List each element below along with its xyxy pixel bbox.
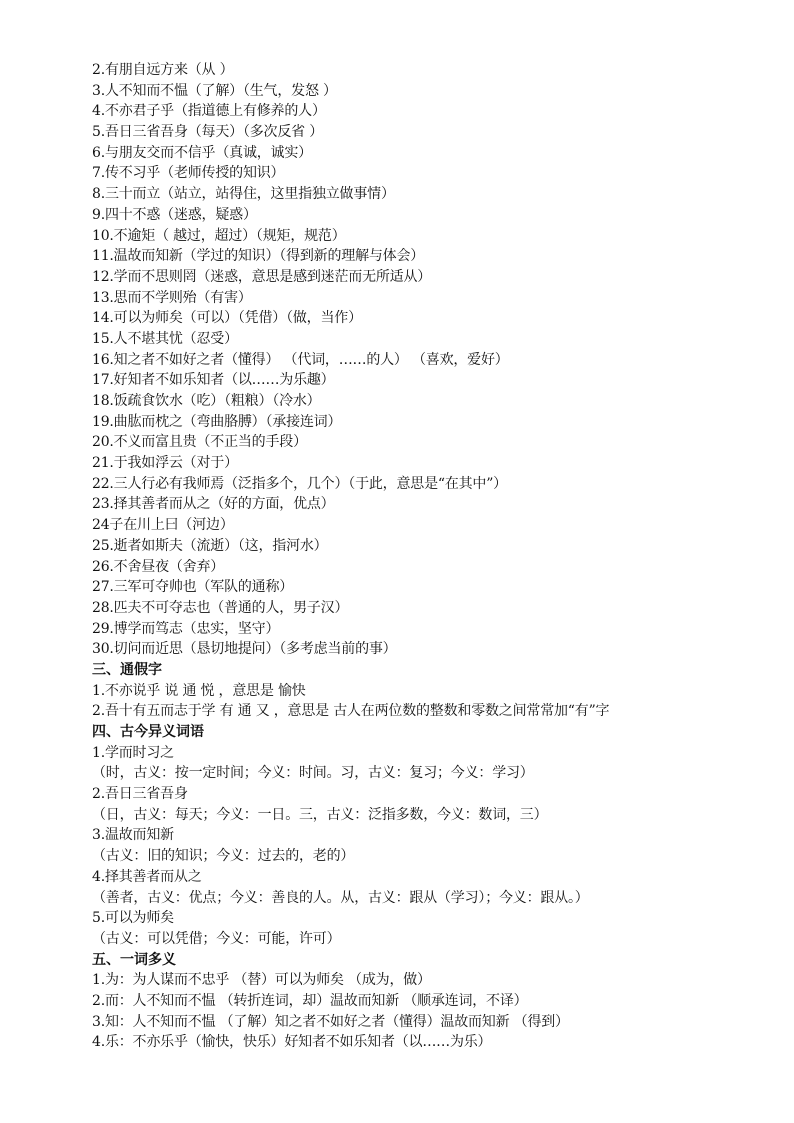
list-item: 10.不逾矩（ 越过，超过）（规矩，规范） <box>92 227 346 244</box>
list-item: 5.可以为师矣 <box>92 910 174 927</box>
list-item: 24子在川上曰（河边） <box>92 517 234 534</box>
list-item: 8.三十而立（站立，站得住，这里指独立做事情） <box>92 186 395 203</box>
list-item: 12.学而不思则罔（迷惑，意思是感到迷茫而无所适从） <box>92 268 432 285</box>
list-item: 19.曲肱而枕之（弯曲胳膊）（承接连词） <box>92 413 342 430</box>
list-item: 11.温故而知新（学过的知识）（得到新的理解与体会） <box>92 248 425 265</box>
list-item: 9.四十不惑（迷惑，疑惑） <box>92 206 257 223</box>
list-item: 20.不义而富且贵（不正当的手段） <box>92 434 307 451</box>
list-item: 14.可以为师矣（可以）（凭借）（做，当作） <box>92 310 362 327</box>
list-item: 2.吾日三省吾身 <box>92 786 188 803</box>
explanation-line: （时，古义：按一定时间；今义：时间。习，古义：复习；今义：学习） <box>92 765 534 782</box>
list-item: 22.三人行必有我师焉（泛指多个，几个）（于此，意思是“在其中”） <box>92 475 507 492</box>
list-item: 18.饭疏食饮水（吃）（粗粮）（冷水） <box>92 393 321 409</box>
list-item: 5.吾日三省吾身（每天）（多次反省 ） <box>92 124 324 141</box>
list-item: 26.不舍昼夜（舍弃） <box>92 558 225 575</box>
section-heading: 五、一词多义 <box>92 951 176 968</box>
section4 <box>92 722 782 950</box>
list-item: 25.逝者如斯夫（流逝）（这，指河水） <box>92 537 328 554</box>
section5 <box>92 950 782 1053</box>
section-heading: 四、古今异义词语 <box>92 724 204 740</box>
list-item: 28.匹夫不可夺志也（普通的人，男子汉） <box>92 599 349 616</box>
list-item: 16.知之者不如好之者（懂得） （代词，……的人） （喜欢，爱好） <box>92 351 509 368</box>
explanation-line: （日，古义：每天；今义：一日。三，古义：泛指多数，今义：数词，三） <box>92 806 548 823</box>
list-item: 3.温故而知新 <box>92 827 174 844</box>
explanation-line: （善者，古义：优点；今义：善良的人。从，古义：跟从（学习）；今义：跟从。） <box>92 889 589 906</box>
list-item: 15.人不堪其忧（忍受） <box>92 330 238 347</box>
list-item: 21.于我如浮云（对于） <box>92 455 238 472</box>
section2-list <box>92 60 782 660</box>
list-item: 4.择其善者而从之 <box>92 868 202 885</box>
list-item: 2.而：人不知而不愠 （转折连词，却）温故而知新 （顺承连词，不译） <box>92 992 528 1009</box>
list-item: 6.与朋友交而不信乎（真诚，诚实） <box>92 144 312 161</box>
explanation-line: （古义：旧的知识；今义：过去的，老的） <box>92 848 355 865</box>
document-page <box>92 60 782 1053</box>
list-item: 27.三军可夺帅也（军队的通称） <box>92 579 294 596</box>
list-item: 13.思而不学则殆（有害） <box>92 289 252 306</box>
list-item: 29.博学而笃志（忠实，坚守） <box>92 620 280 637</box>
list-item: 1.学而时习之 <box>92 744 174 761</box>
list-item: 30.切问而近思（恳切地提问）（多考虑当前的事） <box>92 641 397 658</box>
list-item: 4.不亦君子乎（指道德上有修养的人） <box>92 103 326 120</box>
section3 <box>92 660 782 722</box>
list-item: 23.择其善者而从之（好的方面，优点） <box>92 496 335 513</box>
section-heading: 三、通假字 <box>92 661 162 678</box>
list-item: 7.传不习乎（老师传授的知识） <box>92 165 285 182</box>
list-item: 17.好知者不如乐知者（以……为乐趣） <box>92 372 335 389</box>
list-item: 1.不亦说乎 说 通 悦 ，意思是 愉快 <box>92 682 306 699</box>
explanation-line: （古义：可以凭借；今义：可能，许可） <box>92 930 341 947</box>
list-item: 2.有朋自远方来（从 ） <box>92 62 234 78</box>
list-item: 1.为：为人谋而不忠乎 （替）可以为师矣 （成为，做） <box>92 972 431 989</box>
list-item: 3.知：人不知而不愠 （了解）知之者不如好之者（懂得）温故而知新 （得到） <box>92 1013 569 1030</box>
list-item: 4.乐：不亦乐乎（愉快，快乐）好知者不如乐知者（以……为乐） <box>92 1034 492 1051</box>
list-item: 2.吾十有五而志于学 有 通 又 ，意思是 古人在两位数的整数和零数之间常常加“有”字 <box>92 703 610 720</box>
list-item: 3.人不知而不愠（了解）（生气，发怒 ） <box>92 82 337 99</box>
